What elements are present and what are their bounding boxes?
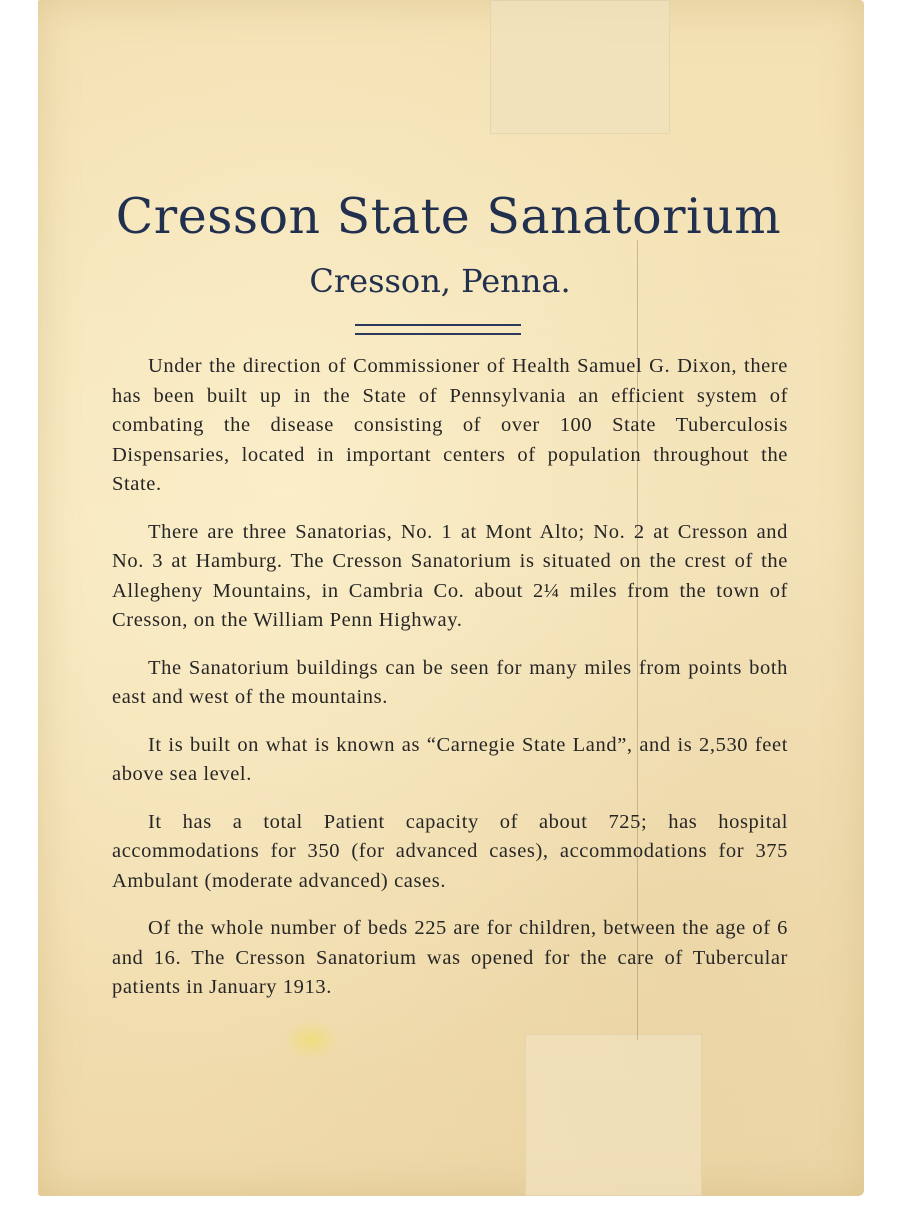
paragraph-sanatorias: There are three Sanatorias, No. 1 at Mont Alto; No. 2 at Cresson and No. 3 at Hamburg. The Cresson Sanatorium is situated on the crest of the Allegheny Mountains, in Cambria Co. about 2¼ miles from the town of Cresson, on the William Penn Highway.: [112, 520, 788, 631]
paragraph-children: Of the whole number of beds 225 are for children, between the age of 6 and 16. The Cresson Sanatorium was opened for the care of Tubercular patients in January 1913.: [112, 917, 788, 998]
title-rule-upper: [355, 324, 521, 326]
paragraph-location: It is built on what is known as “Carnegie State Land”, and is 2,530 feet above sea level.: [112, 733, 788, 785]
document-body: [112, 352, 788, 1021]
document-title: Cresson State Sanatorium: [115, 188, 782, 245]
title-rule-lower: [355, 333, 521, 335]
tape-strip-bottom: [525, 1034, 702, 1196]
document-subtitle: Cresson, Penna.: [309, 262, 571, 300]
tape-strip-top: [490, 0, 670, 134]
paragraph-capacity: It has a total Patient capacity of about 725; has hospital accommodations for 350 (for advanced cases), accommodations for 375 Ambulant (moderate advanced) cases.: [112, 810, 788, 892]
paragraph-health-system: Under the direction of Commissioner of Health Samuel G. Dixon, there has been built up in the State of Pennsylvania an efficient system of combating the disease consisting of over 100 State Tuberculosis Dispensaries, located in important centers of population throughout the State.: [112, 355, 788, 495]
paper-stain: [283, 1020, 339, 1060]
paragraph-visibility: The Sanatorium buildings can be seen for many miles from points both east and west of the mountains.: [112, 656, 788, 708]
